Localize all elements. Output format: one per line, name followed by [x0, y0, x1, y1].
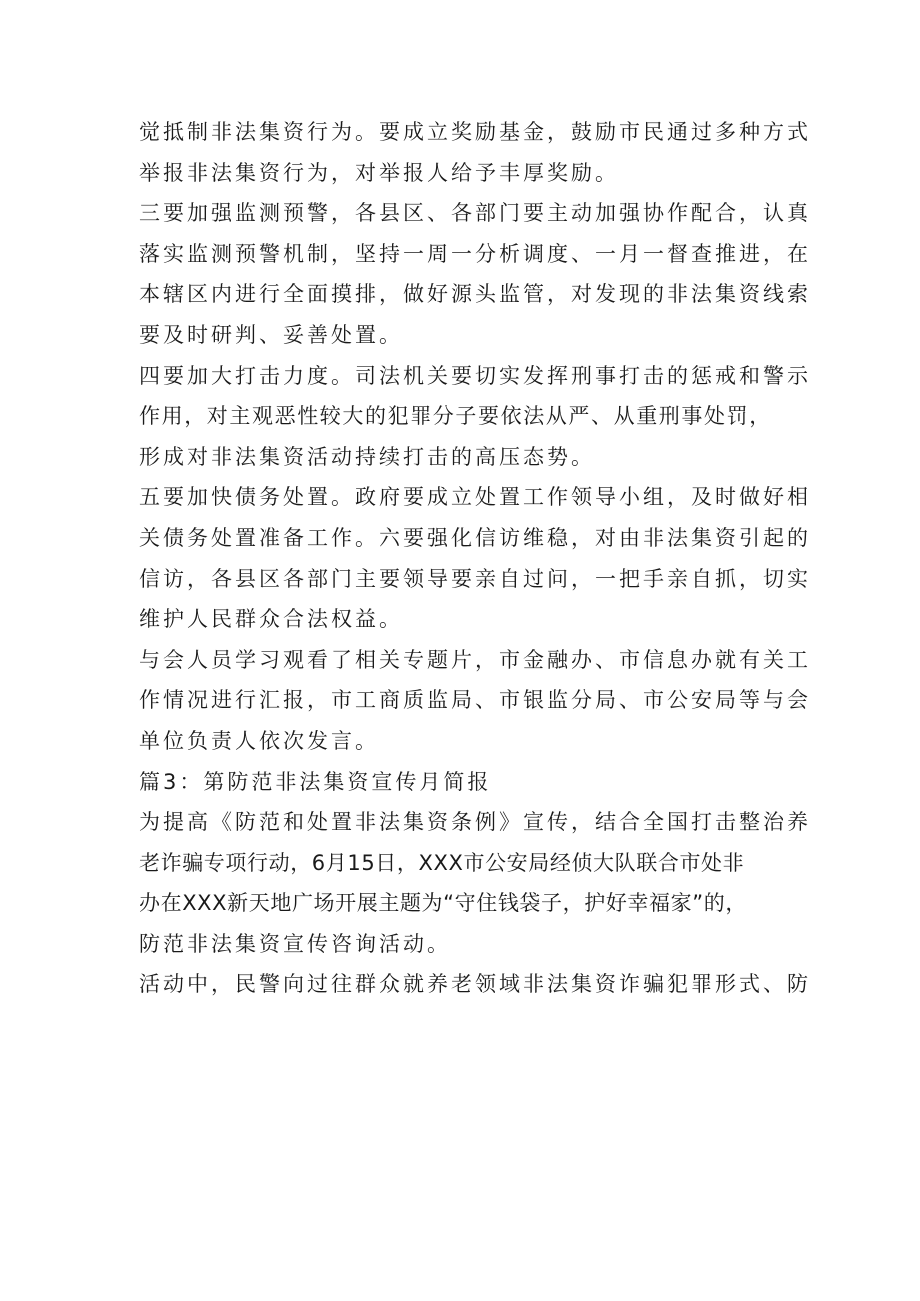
text-line: 作情况进行汇报，市工商质监局、市银监分局、市公安局等与会 — [139, 688, 811, 713]
text-line: 形成对非法集资活动持续打击的高压态势。 — [139, 444, 595, 469]
text-line: 与会人员学习观看了相关专题片，市金融办、市信息办就有关工 — [139, 647, 811, 672]
text-line: 要及时研判、妥善处置。 — [139, 322, 403, 347]
text-line: 作用，对主观恶性较大的犯罪分子要依法从严、从重刑事处罚， — [139, 404, 772, 429]
text-line: 五要加快债务处置。政府要成立处置工作领导小组，及时做好相 — [139, 485, 811, 510]
text-line: 四要加大打击力度。司法机关要切实发挥刑事打击的惩戒和警示 — [139, 363, 811, 388]
text-line: 为提高《防范和处置非法集资条例》宣传，结合全国打击整治养 — [139, 810, 811, 835]
text-line: 信访，各县区各部门主要领导要亲自过问，一把手亲自抓，切实 — [139, 566, 811, 591]
text-line: 单位负责人依次发言。 — [139, 728, 379, 753]
text-line: 觉抵制非法集资行为。要成立奖励基金，鼓励市民通过多种方式 — [139, 120, 811, 144]
section-heading: 篇3：第防范非法集资宣传月简报 — [139, 769, 492, 794]
text-line: 办在XXX新天地广场开展主题为“守住钱袋子，护好幸福家”的， — [139, 891, 747, 916]
text-line: 老诈骗专项行动，6月15日，XXX市公安局经侦大队联合市处非 — [139, 850, 745, 875]
text-line: 活动中，民警向过往群众就养老领域非法集资诈骗犯罪形式、防 — [139, 972, 811, 997]
document-body — [139, 112, 811, 1005]
text-line: 防范非法集资宣传咨询活动。 — [139, 931, 451, 956]
text-line: 本辖区内进行全面摸排，做好源头监管，对发现的非法集资线索 — [139, 282, 811, 307]
text-line: 关债务处置准备工作。六要强化信访维稳，对由非法集资引起的 — [139, 525, 811, 550]
text-line: 三要加强监测预警，各县区、各部门要主动加强协作配合，认真 — [139, 201, 811, 226]
text-line: 维护人民群众合法权益。 — [139, 607, 403, 632]
text-line: 举报非法集资行为，对举报人给予丰厚奖励。 — [139, 160, 619, 185]
text-line: 落实监测预警机制，坚持一周一分析调度、一月一督查推进，在 — [139, 241, 811, 266]
